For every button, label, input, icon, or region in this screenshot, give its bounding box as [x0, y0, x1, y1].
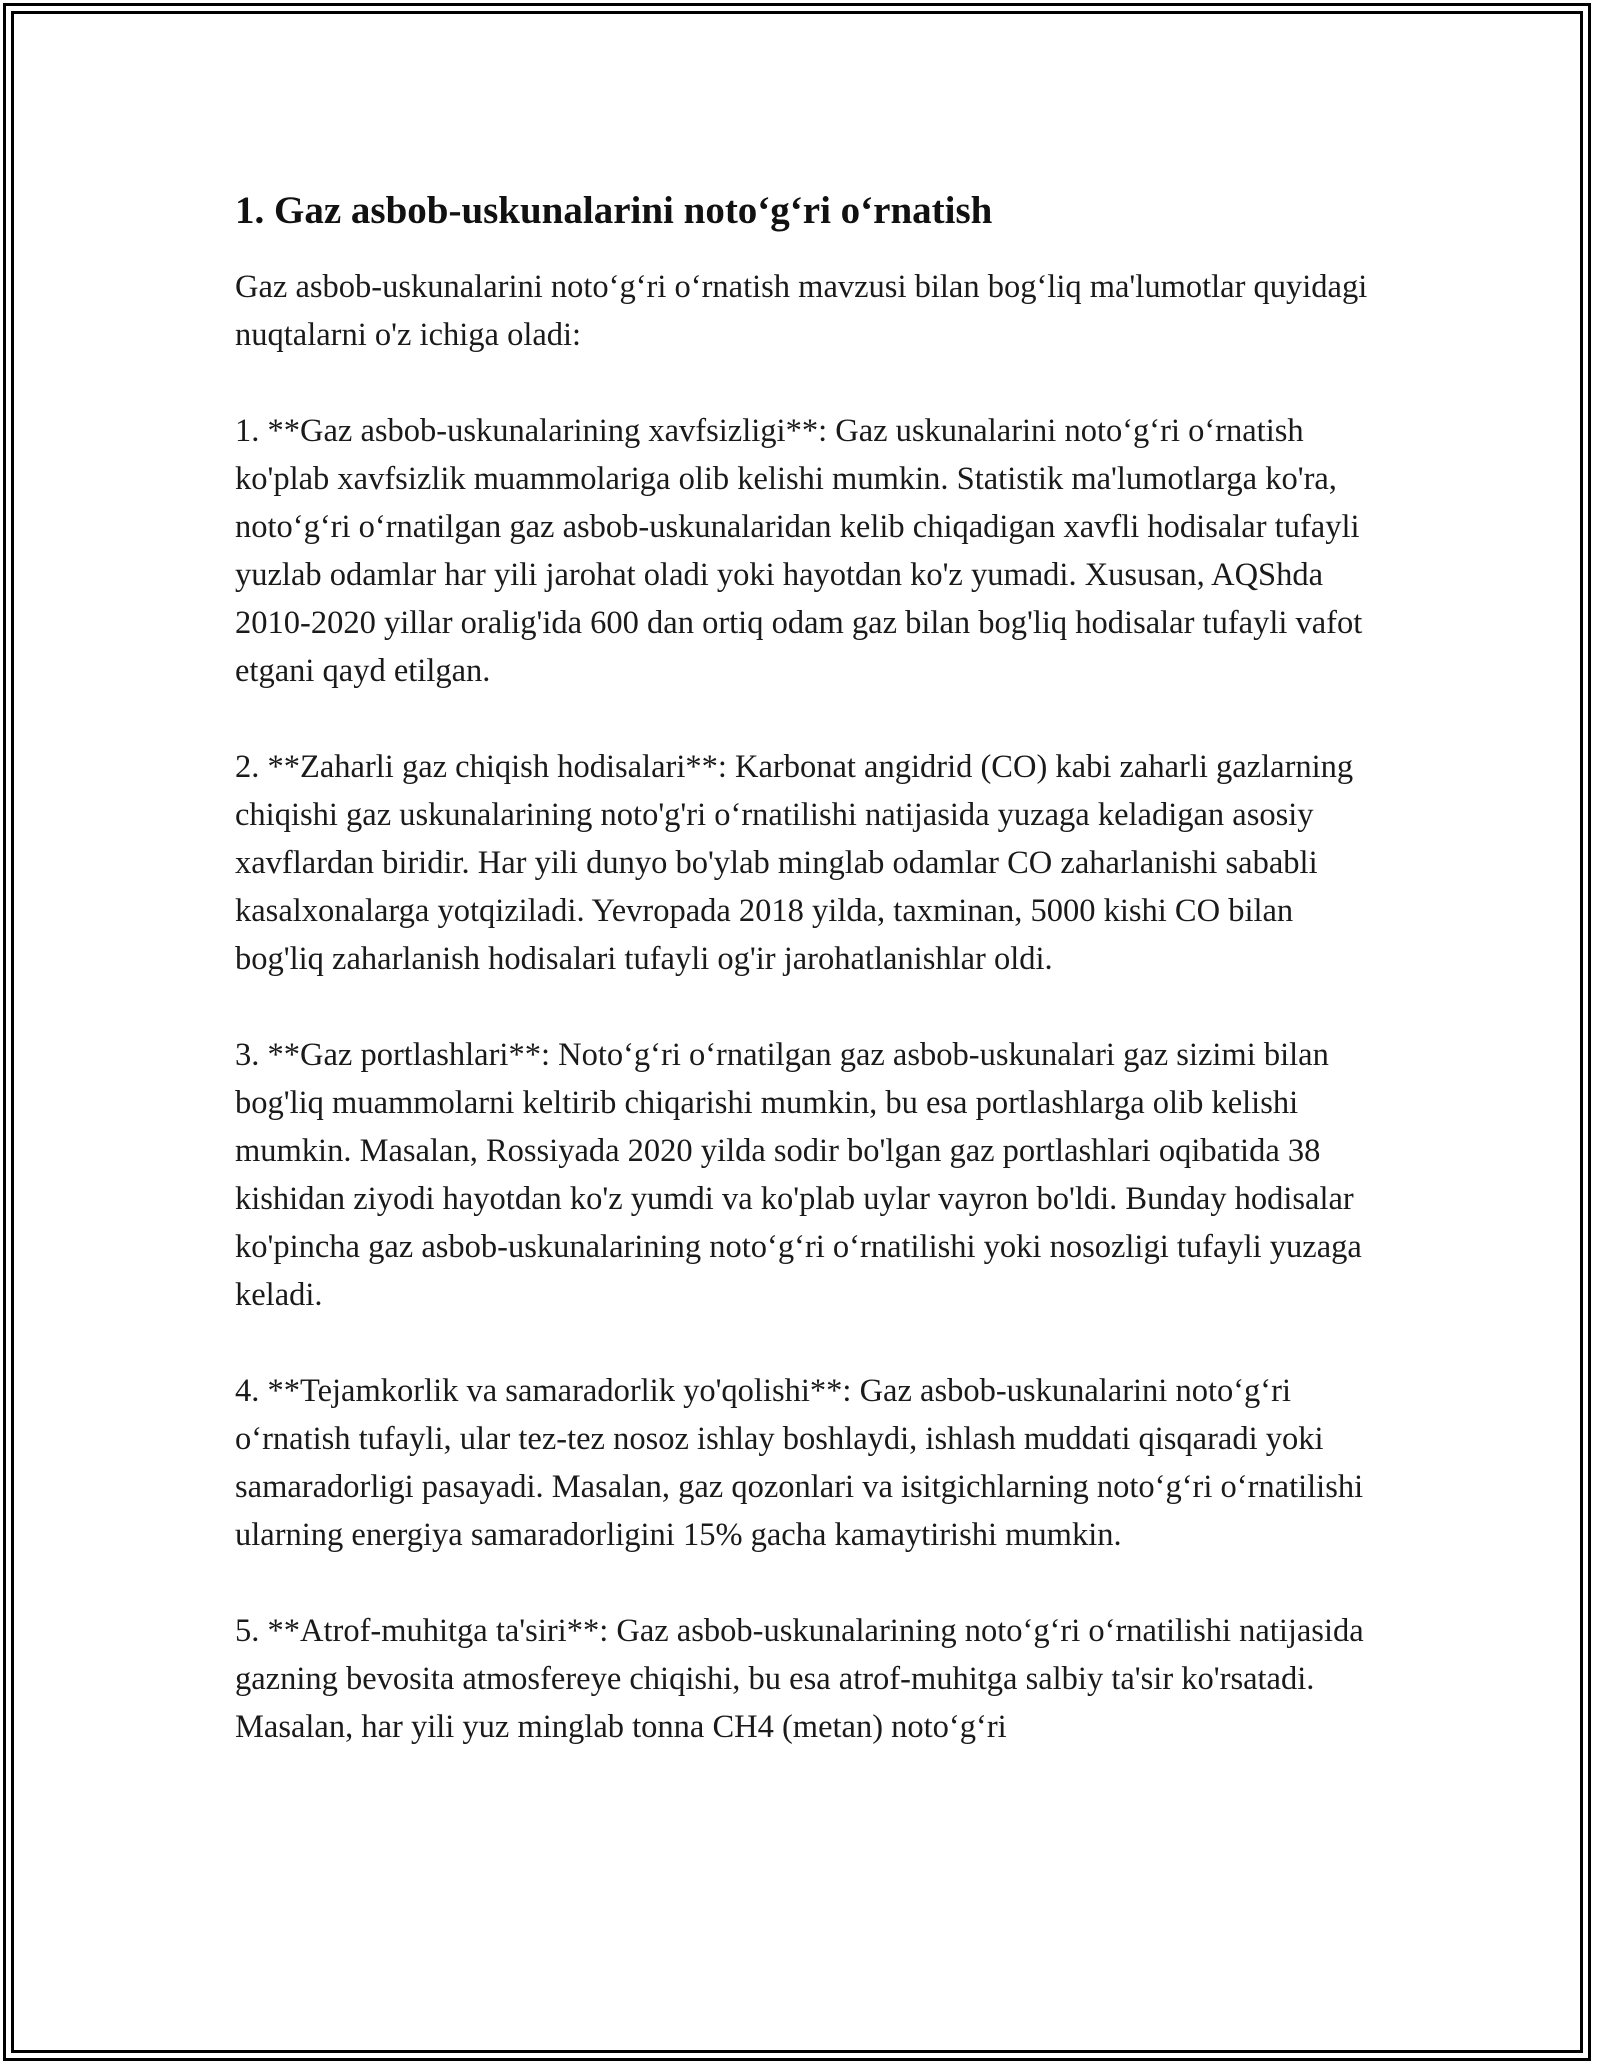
section-heading: 1. Gaz asbob-uskunalarini noto‘g‘ri o‘rnatish — [235, 189, 993, 232]
intro-paragraph: Gaz asbob-uskunalarini noto‘g‘ri o‘rnatish mavzusi bilan bog‘liq ma'lumotlar quyidagi nuqtalarni o'z ichiga oladi: — [235, 269, 1368, 353]
point-2-paragraph: 2. **Zaharli gaz chiqish hodisalari**: Karbonat angidrid (CO) kabi zaharli gazlarning chiqishi gaz uskunalarining noto'g'ri o‘rnatilishi natijasida yuzaga keladigan asosiy xavflardan biridir. Har yili dunyo bo'ylab minglab odamlar CO zaharlanishi sababli kasalxonalarga yotqiziladi. Yevropada 2018 yilda, taxminan, 5000 kishi CO bilan bog'liq zaharlanish hodisalari tufayli og'ir jarohatlanishlar oldi. — [235, 749, 1354, 977]
document-page — [235, 185, 1370, 1799]
point-5-paragraph: 5. **Atrof-muhitga ta'siri**: Gaz asbob-uskunalarining noto‘g‘ri o‘rnatilishi natijasida gazning bevosita atmosfereye chiqishi, bu esa atrof-muhitga salbiy ta'sir ko'rsatadi. Masalan, har yili yuz minglab tonna CH4 (metan) noto‘g‘ri — [235, 1613, 1364, 1745]
point-3-paragraph: 3. **Gaz portlashlari**: Noto‘g‘ri o‘rnatilgan gaz asbob-uskunalari gaz sizimi bilan bog'liq muammolarni keltirib chiqarishi mumkin, bu esa portlashlarga olib kelishi mumkin. Masalan, Rossiyada 2020 yilda sodir bo'lgan gaz portlashlari oqibatida 38 kishidan ziyodi hayotdan ko'z yumdi va ko'plab uylar vayron bo'ldi. Bunday hodisalar ko'pincha gaz asbob-uskunalarining noto‘g‘ri o‘rnatilishi yoki nosozligi tufayli yuzaga keladi. — [235, 1037, 1362, 1313]
point-4-paragraph: 4. **Tejamkorlik va samaradorlik yo'qolishi**: Gaz asbob-uskunalarini noto‘g‘ri o‘rnatish tufayli, ular tez-tez nosoz ishlay boshlaydi, ishlash muddati qisqaradi yoki samaradorligi pasayadi. Masalan, gaz qozonlari va isitgichlarning noto‘g‘ri o‘rnatilishi ularning energiya samaradorligini 15% gacha kamaytirishi mumkin. — [235, 1373, 1364, 1553]
point-1-paragraph: 1. **Gaz asbob-uskunalarining xavfsizligi**: Gaz uskunalarini noto‘g‘ri o‘rnatish ko'plab xavfsizlik muammolariga olib kelishi mumkin. Statistik ma'lumotlarga ko'ra, noto‘g‘ri o‘rnatilgan gaz asbob-uskunalaridan kelib chiqadigan xavfli hodisalar tufayli yuzlab odamlar har yili jarohat oladi yoki hayotdan ko'z yumadi. Xususan, AQShda 2010-2020 yillar oralig'ida 600 dan ortiq odam gaz bilan bog'liq hodisalar tufayli vafot etgani qayd etilgan. — [235, 413, 1363, 689]
